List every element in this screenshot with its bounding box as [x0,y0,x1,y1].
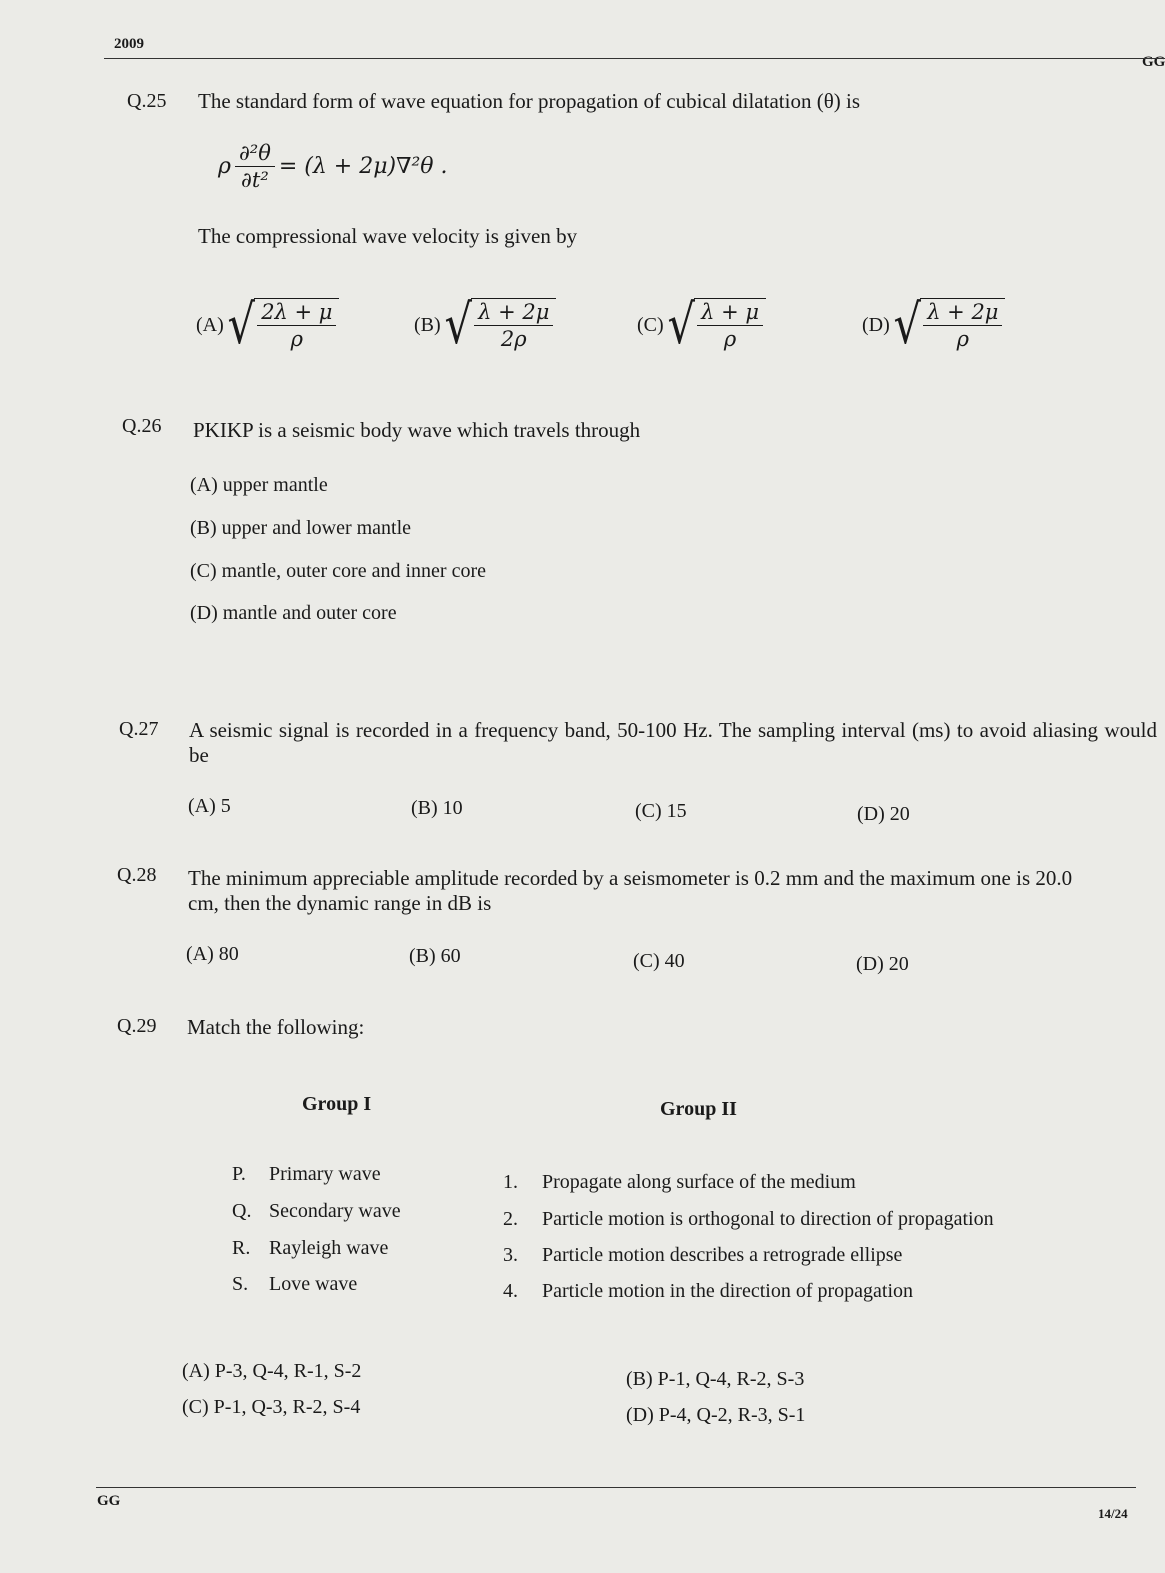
header-code: GG [1142,54,1165,70]
q25-text2: The compressional wave velocity is given by [198,224,578,248]
q27-option-a: (A) 5 [188,795,231,817]
group2-item-1: 1. Propagate along surface of the medium [503,1171,856,1193]
group1-item-p: P. Primary wave [232,1163,381,1185]
q25-text: The standard form of wave equation for propagation of cubical dilatation (θ) is [198,89,861,113]
q26-option-a: (A) upper mantle [190,474,328,496]
q27-number: Q.27 [119,718,159,740]
group1-item-r: R. Rayleigh wave [232,1237,389,1259]
q27-text: A seismic signal is recorded in a frequency band, 50-100 Hz. The sampling interval (ms) to avoid aliasing would be [189,718,1157,767]
q29-option-a: (A) P-3, Q-4, R-1, S-2 [182,1360,362,1382]
group1-title: Group I [302,1093,372,1115]
header-year: 2009 [114,36,144,52]
group1-item-s: S. Love wave [232,1273,358,1295]
q25-number: Q.25 [127,90,167,112]
q28-option-b: (B) 60 [409,945,461,967]
q27-option-c: (C) 15 [635,800,687,822]
group1-item-q: Q. Secondary wave [232,1200,401,1222]
q29-text: Match the following: [187,1015,365,1039]
q26-text: PKIKP is a seismic body wave which travels through [193,418,641,442]
q29-option-c: (C) P-1, Q-3, R-2, S-4 [182,1396,361,1418]
q26-option-b: (B) upper and lower mantle [190,517,412,539]
q25-equation-rhs: = (λ + 2μ)∇²θ . [278,154,448,179]
q28-number: Q.28 [117,864,157,886]
q26-option-d: (D) mantle and outer core [190,602,397,624]
q25-option-b: (B) √ $\frac{\lambda + 2\mu}{2\rho}$ [414,294,556,356]
footer-code: GG [97,1493,121,1509]
q29-option-d: (D) P-4, Q-2, R-3, S-1 [626,1404,806,1426]
q29-number: Q.29 [117,1015,157,1037]
q25-option-a: (A) √ $\frac{2\lambda + \mu}{\rho}$ [196,294,339,356]
q28-option-c: (C) 40 [633,950,685,972]
q28-option-d: (D) 20 [856,953,909,975]
q29-option-b: (B) P-1, Q-4, R-2, S-3 [626,1368,805,1390]
header-rule [104,58,1165,59]
q28-text: The minimum appreciable amplitude recorded by a seismometer is 0.2 mm and the maximum one is 20.0 cm, then the dynamic range in dB is [188,866,1073,915]
footer-rule [96,1487,1136,1488]
group2-title: Group II [660,1098,737,1120]
footer-page-number: 14/24 [1098,1506,1128,1521]
group2-item-4: 4. Particle motion in the direction of propagation [503,1280,914,1302]
q27-option-b: (B) 10 [411,797,463,819]
q25-option-d: (D) √ $\frac{\lambda + 2\mu}{\rho}$ [862,294,1005,356]
q25-equation: ρ $\frac{\text{∂²θ}}{\text{∂t²}}$ = (λ + 2μ)∇²θ . [218,141,448,192]
q28-option-a: (A) 80 [186,943,239,965]
q27-option-d: (D) 20 [857,803,910,825]
q26-option-c: (C) mantle, outer core and inner core [190,560,486,582]
group2-item-3: 3. Particle motion describes a retrograde ellipse [503,1244,903,1266]
group2-item-2: 2. Particle motion is orthogonal to direction of propagation [503,1208,994,1230]
q25-option-c: (C) √ $\frac{\lambda + \mu}{\rho}$ [637,294,766,356]
q26-number: Q.26 [122,415,162,437]
